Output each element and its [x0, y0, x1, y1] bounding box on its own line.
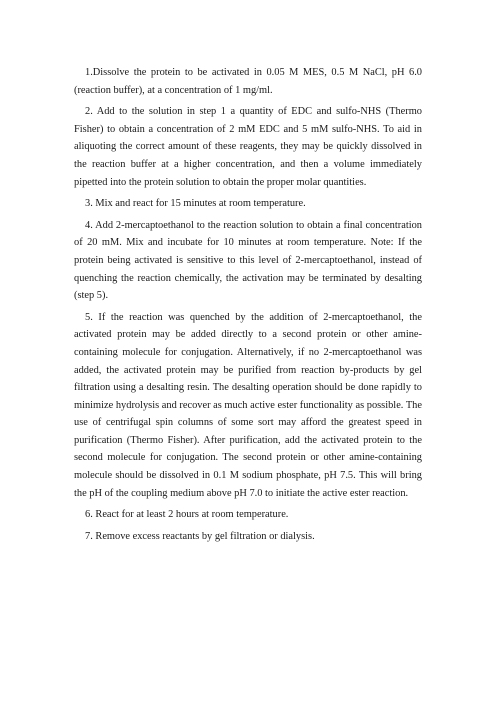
step-3-paragraph: 3. Mix and react for 15 minutes at room temperature. [85, 198, 306, 210]
step-5-paragraph: 5. If the reaction was quenched by the addition of 2-mercaptoethanol, the activated protein may be added directly to a second protein or other amine-containing molecule for conjugation. Alternatively, if no 2-mercaptoethanol was added, the activated protein may be purified from reaction by-products by gel filtration using a desalting resin. The desalting operation should be done rapidly to minimize hydrolysis and recover as much active ester functionality as possible. The use of centrifugal spin columns of some sort may afford the greatest speed in purification (Thermo Fisher). After purification, add the activated protein to the second molecule for conjugation. The second protein or other amine-containing molecule should be dissolved in 0.1 M sodium phosphate, pH 7.5. This will bring the pH of the coupling medium above pH 7.0 to initiate the active ester reaction. [74, 311, 422, 499]
step-7-paragraph: 7. Remove excess reactants by gel filtration or dialysis. [85, 530, 315, 542]
step-1-paragraph: 1.Dissolve the protein to be activated in 0.05 M MES, 0.5 M NaCl, pH 6.0 (reaction buffer), at a concentration of 1 mg/ml. [74, 67, 422, 96]
step-4-paragraph: 4. Add 2-mercaptoethanol to the reaction solution to obtain a final concentration of 20 mM. Mix and incubate for 10 minutes at room temperature. Note: If the protein being activated is sensitive to this level of 2-mercaptoethanol, instead of quenching the reaction chemically, the activation may be terminated by desalting (step 5). [74, 219, 422, 302]
step-6-paragraph: 6. React for at least 2 hours at room temperature. [85, 509, 289, 521]
step-2-paragraph: 2. Add to the solution in step 1 a quantity of EDC and sulfo-NHS (Thermo Fisher) to obtain a concentration of 2 mM EDC and 5 mM sulfo-NHS. To aid in aliquoting the correct amount of these reagents, they may be quickly dissolved in the reaction buffer at a higher concentration, and then a volume immediately pipetted into the protein solution to obtain the proper molar quantities. [74, 106, 422, 188]
document-body [74, 64, 422, 549]
